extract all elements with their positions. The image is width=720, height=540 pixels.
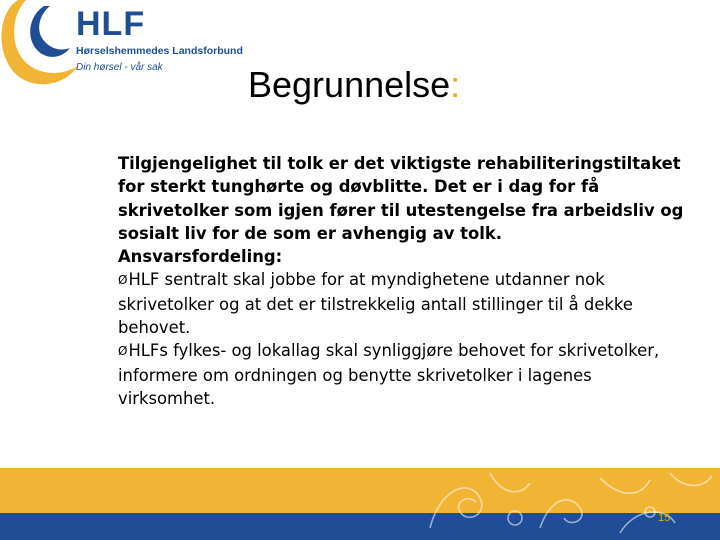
logo-crescent-icon [0, 0, 80, 90]
bullet-item-2 [118, 339, 688, 410]
bullet-item-1 [118, 268, 688, 339]
section-heading: Ansvarsfordeling: [118, 247, 283, 267]
page-number: 15 [658, 512, 671, 524]
arrow-bullet-icon: Ø [118, 344, 128, 359]
slide-title-text: Begrunnelse [248, 64, 451, 105]
bullet-text-1: HLF sentralt skal jobbe for at myndighetene utdanner nok skrivetolker og at det er tilstrekkelig antall stillinger til å dekke behovet. [118, 270, 633, 338]
arrow-bullet-icon: Ø [118, 273, 128, 288]
slide-title-colon: : [450, 64, 461, 105]
logo-wordmark: HLF [76, 5, 146, 43]
bullet-text-2: HLFs fylkes- og lokallag skal synliggjøre behovet for skrivetolker, informere om ordningen og benytte skrivetolker i lagenes virksomhet. [118, 341, 660, 408]
logo-tagline: Din hørsel - vår sak [76, 62, 163, 73]
slide-title [248, 60, 460, 110]
footer-swirl-decoration-icon [420, 468, 720, 540]
logo-organization-name: Hørselshemmedes Landsforbund [76, 45, 243, 57]
slide-body [118, 152, 688, 410]
hlf-logo [0, 0, 260, 90]
intro-paragraph: Tilgjengelighet til tolk er det viktigste rehabiliteringstiltaket for sterkt tunghørte og døvblitte. Det er i dag for få skrivetolker som igjen fører til utestengelse fra arbeidsliv og sosialt liv for de som er avhengig av tolk. [118, 154, 684, 243]
